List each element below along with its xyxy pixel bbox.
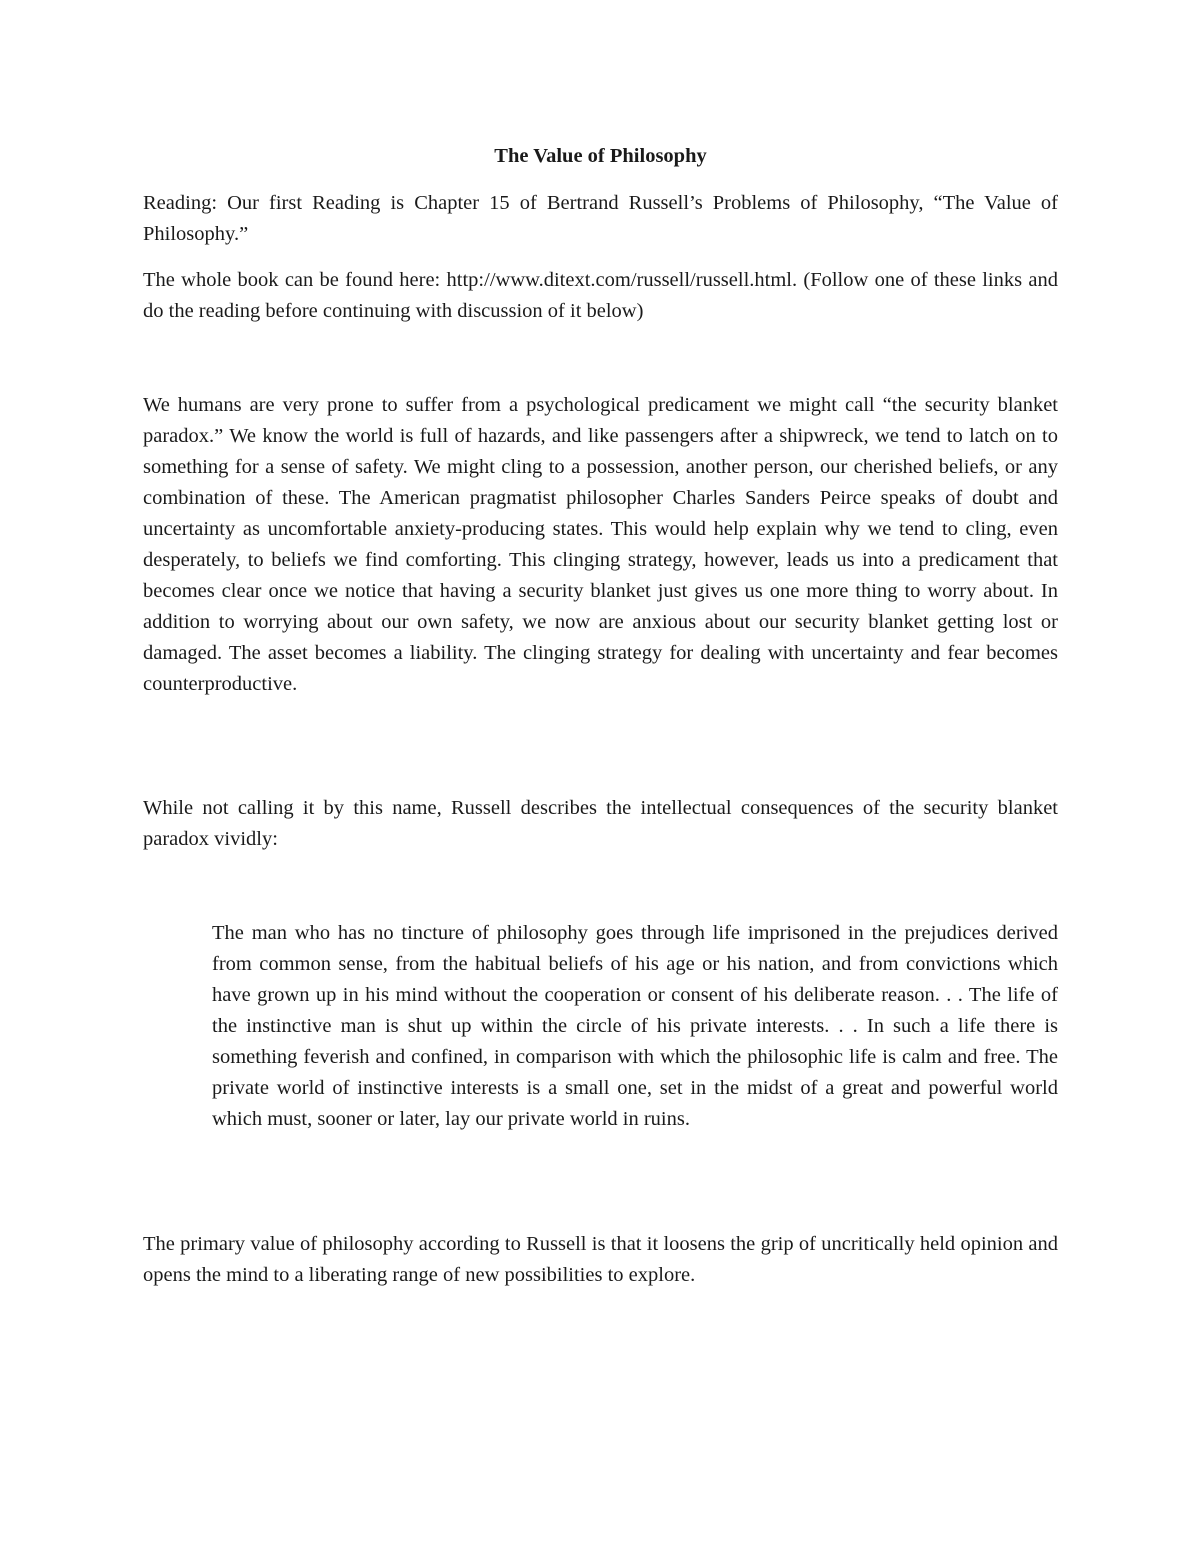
reading-paragraph: Reading: Our first Reading is Chapter 15 of Bertrand Russell’s Problems of Philosophy, “The Value of Philosophy.” [143, 192, 1058, 245]
block-quote: The man who has no tincture of philosophy goes through life imprisoned in the prejudices derived from common sense, from the habitual beliefs of his age or his nation, and from convictions which have grown up in his mind without the cooperation or consent of his deliberate reason. . . The life of the instinctive man is shut up within the circle of his private interests. . . In such a life there is something feverish and confined, in comparison with which the philosophic life is calm and free. The private world of instinctive interests is a small one, set in the midst of a great and powerful world which must, sooner or later, lay our private world in ruins. [212, 922, 1058, 1130]
page-title: The Value of Philosophy [494, 145, 707, 167]
security-blanket-paragraph: We humans are very prone to suffer from a psychological predicament we might call “the security blanket paradox.” We know the world is full of hazards, and like passengers after a shipwreck, we tend to latch on to something for a sense of safety. We might cling to a possession, another person, our cherished beliefs, or any combination of these. The American pragmatist philosopher Charles Sanders Peirce speaks of doubt and uncertainty as uncomfortable anxiety-producing states. This would help explain why we tend to cling, even desperately, to beliefs we find comforting. This clinging strategy, however, leads us into a predicament that becomes clear once we notice that having a security blanket just gives us one more thing to worry about. In addition to worrying about our own safety, we now are anxious about our security blanket getting lost or damaged. The asset becomes a liability. The clinging strategy for dealing with uncertainty and fear becomes counterproductive. [143, 394, 1058, 695]
russell-intro-paragraph: While not calling it by this name, Russell describes the intellectual consequences of the security blanket paradox vividly: [143, 797, 1058, 850]
conclusion-paragraph: The primary value of philosophy according to Russell is that it loosens the grip of uncritically held opinion and opens the mind to a liberating range of new possibilities to explore. [143, 1233, 1058, 1286]
book-link-paragraph: The whole book can be found here: http://www.ditext.com/russell/russell.html. (Follow one of these links and do the reading before continuing with discussion of it below) [143, 269, 1058, 322]
